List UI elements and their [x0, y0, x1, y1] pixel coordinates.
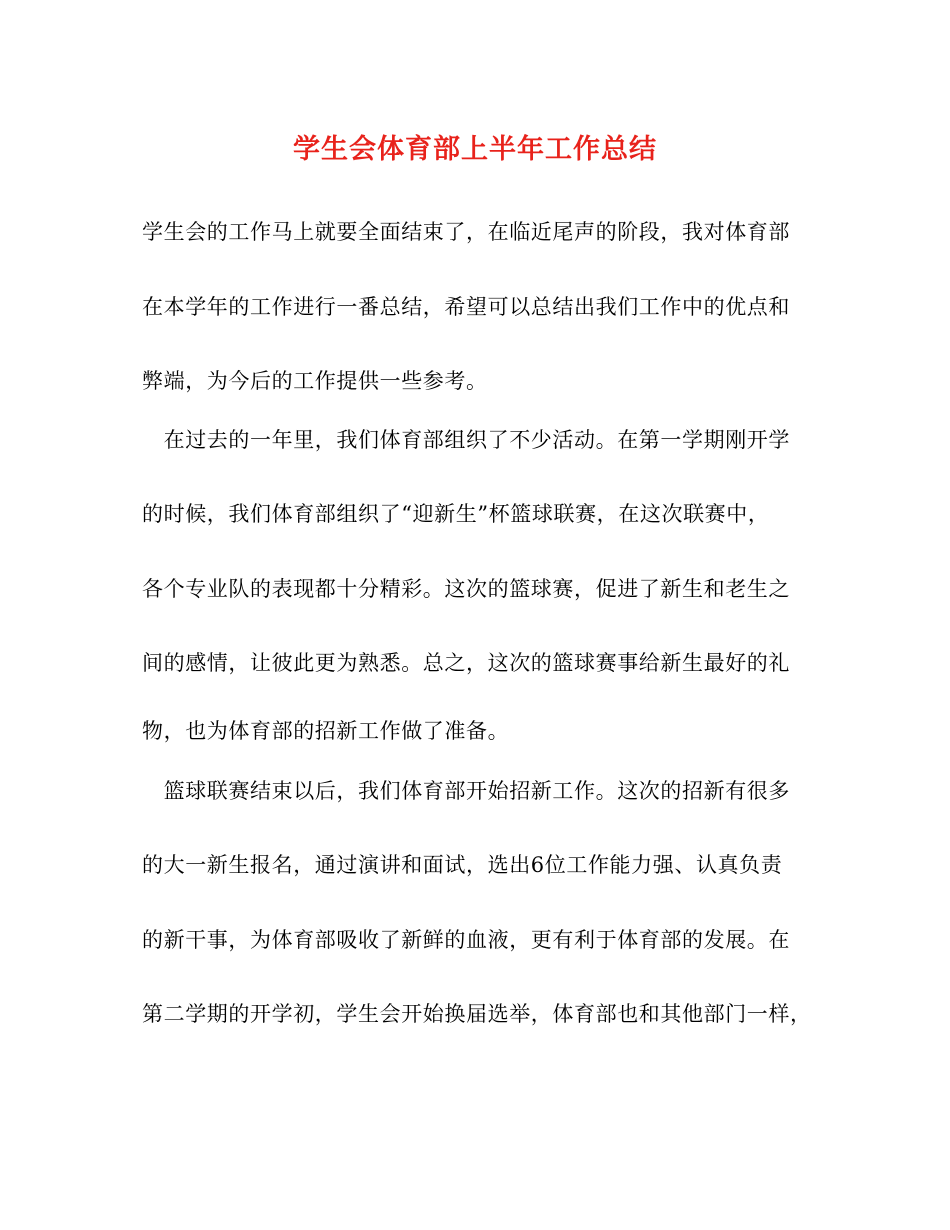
body-line-11: 的新干事，为体育部吸收了新鲜的血液，更有利于体育部的发展。在	[142, 928, 790, 952]
body-line-3: 弊端，为今后的工作提供一些参考。	[142, 369, 488, 393]
body-line-1: 学生会的工作马上就要全面结束了，在临近尾声的阶段，我对体育部	[142, 220, 790, 244]
body-line-2: 在本学年的工作进行一番总结，希望可以总结出我们工作中的优点和	[142, 295, 790, 319]
body-line-5: 的时候，我们体育部组织了“迎新生”杯篮球联赛，在这次联赛中，	[142, 502, 770, 526]
body-line-10: 的大一新生报名，通过演讲和面试，选出6位工作能力强、认真负责	[142, 853, 783, 877]
body-line-8: 物，也为体育部的招新工作做了准备。	[142, 719, 510, 743]
body-line-9: 篮球联赛结束以后，我们体育部开始招新工作。这次的招新有很多	[142, 779, 790, 803]
body-line-12: 第二学期的开学初，学生会开始换届选举，体育部也和其他部门一样，	[142, 1002, 812, 1026]
document-title: 学生会体育部上半年工作总结	[293, 134, 657, 165]
body-line-4: 在过去的一年里，我们体育部组织了不少活动。在第一学期刚开学	[142, 428, 790, 452]
body-line-6: 各个专业队的表现都十分精彩。这次的篮球赛，促进了新生和老生之	[142, 577, 790, 601]
body-line-7: 间的感情，让彼此更为熟悉。总之，这次的篮球赛事给新生最好的礼	[142, 651, 790, 675]
